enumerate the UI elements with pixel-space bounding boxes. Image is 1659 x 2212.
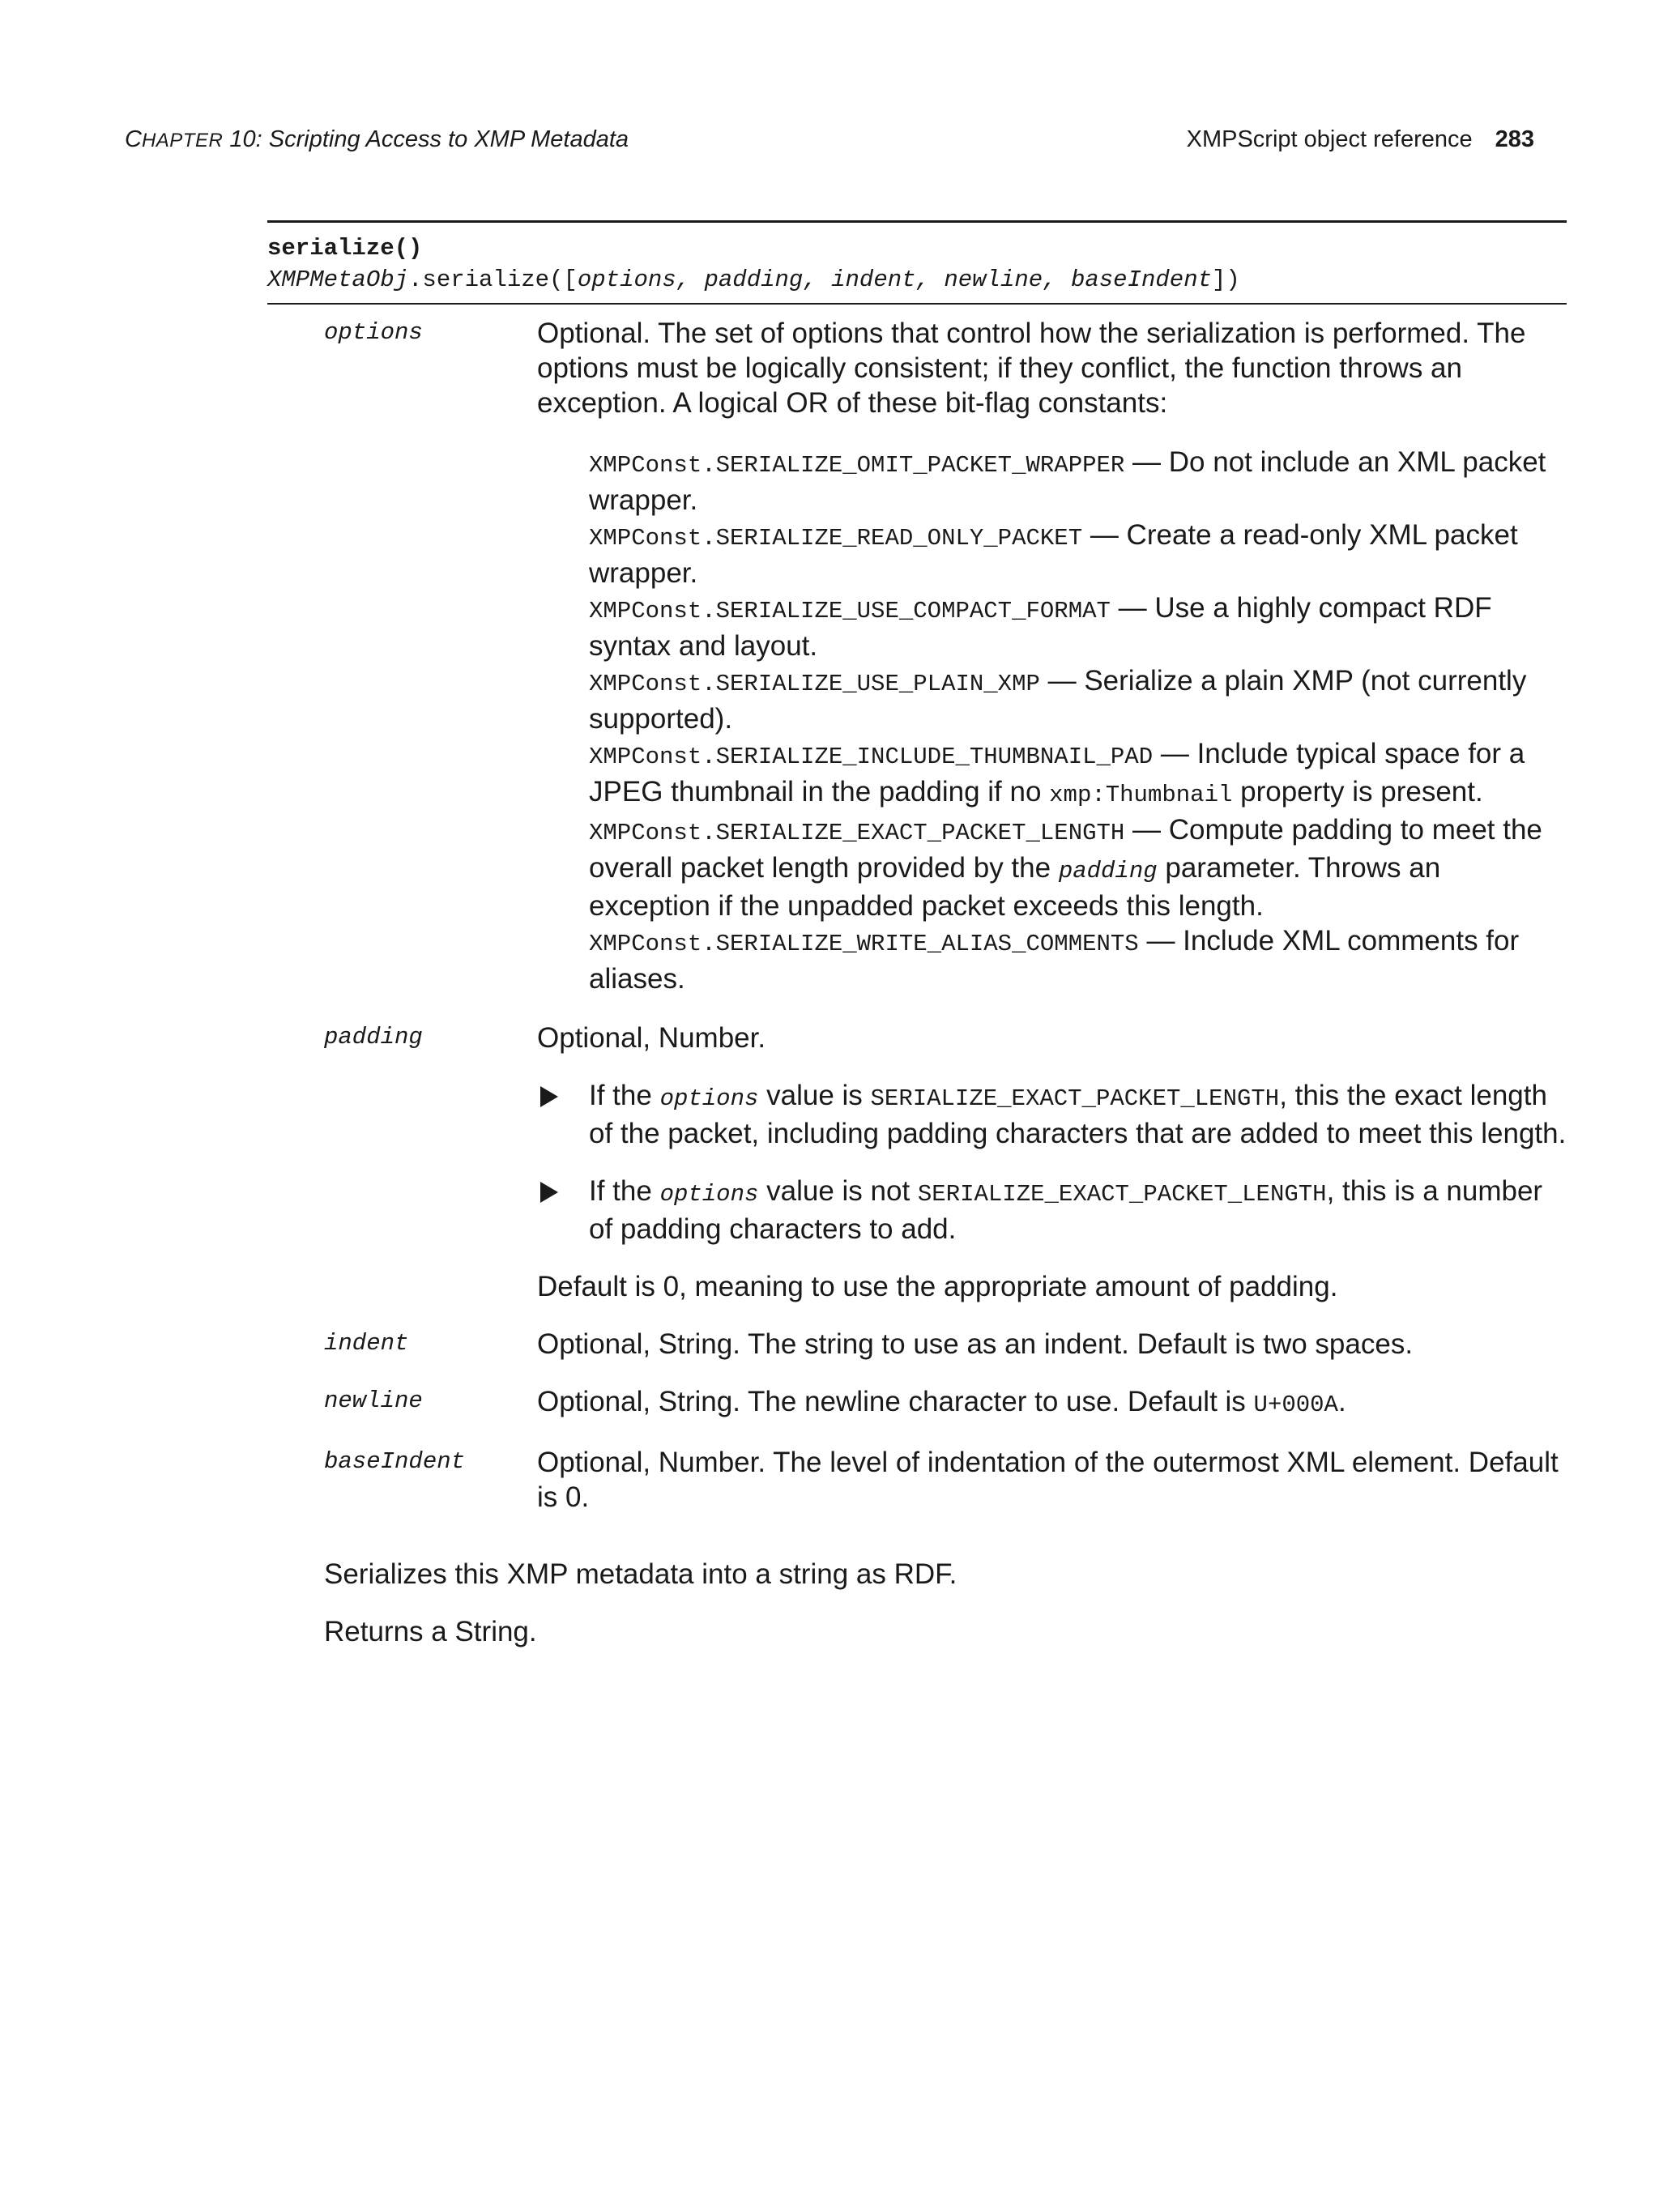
constant-text: — Compute padding to meet the overall packet length provided by the	[589, 814, 1542, 884]
bullet-item	[537, 1174, 1567, 1247]
bullet-code-options: options	[659, 1181, 759, 1208]
newline-code: U+000A	[1253, 1392, 1338, 1418]
constant-item	[589, 590, 1567, 663]
bullet-pre: If the	[589, 1080, 660, 1111]
param-desc-indent	[537, 1327, 1567, 1362]
param-desc-baseindent-text: Optional, Number. The level of indentation of the outermost XML element. Default is 0.	[537, 1447, 1559, 1513]
method-returns: Returns a String.	[324, 1616, 537, 1647]
param-row-baseindent	[324, 1445, 1567, 1515]
bullet-mid: value is	[758, 1080, 871, 1111]
param-default-padding: Default is 0, meaning to use the appropriate amount of padding.	[537, 1271, 1338, 1302]
constant-code: XMPConst.SERIALIZE_OMIT_PACKET_WRAPPER	[589, 452, 1125, 479]
constant-code: XMPConst.SERIALIZE_USE_COMPACT_FORMAT	[589, 598, 1111, 624]
triangle-bullet-icon	[540, 1086, 558, 1107]
bullet-pre: If the	[589, 1175, 660, 1207]
param-name-options: options	[324, 319, 423, 346]
param-desc-newline	[537, 1384, 1567, 1422]
top-rule	[267, 220, 1567, 223]
parameter-table	[324, 316, 1567, 1532]
param-desc-padding	[537, 1021, 1567, 1304]
bullet-mid: value is not	[758, 1175, 918, 1207]
constant-item	[589, 923, 1567, 996]
param-desc-options	[537, 316, 1567, 996]
param-desc-options-text: Optional. The set of options that control how the serialization is performed. The options must be logically consistent; if they conflict, the function throws an exception. A logical OR of these bit-flag constants:	[537, 318, 1526, 419]
method-block	[267, 233, 1567, 296]
bullet-post: , this is a number of padding characters to add.	[589, 1175, 1543, 1245]
bullet-code-constant: SERIALIZE_EXACT_PACKET_LENGTH	[870, 1085, 1280, 1112]
constant-item	[589, 445, 1567, 518]
constant-code: XMPConst.SERIALIZE_INCLUDE_THUMBNAIL_PAD	[589, 744, 1154, 770]
constant-text: — Include typical space for a JPEG thumbnail in the padding if no	[589, 738, 1525, 808]
method-object: XMPMetaObj	[267, 266, 409, 293]
method-name: serialize()	[267, 235, 423, 262]
param-row-indent	[324, 1327, 1567, 1362]
param-desc-newline-text	[537, 1384, 1567, 1422]
constant-text: — Create a read-only XML packet wrapper.	[589, 519, 1518, 589]
param-row-padding	[324, 1021, 1567, 1304]
triangle-bullet-icon	[540, 1182, 558, 1203]
constant-list	[589, 445, 1567, 996]
inline-code-thumbnail: xmp:Thumbnail	[1049, 782, 1233, 808]
running-header	[125, 126, 1534, 164]
bullet-code-constant: SERIALIZE_EXACT_PACKET_LENGTH	[917, 1181, 1327, 1208]
param-desc-baseindent	[537, 1445, 1567, 1515]
method-close: ])	[1212, 266, 1240, 293]
param-desc-padding-text: Optional, Number.	[537, 1022, 766, 1054]
param-row-newline	[324, 1384, 1567, 1422]
param-desc-indent-text: Optional, String. The string to use as an indent. Default is two spaces.	[537, 1328, 1414, 1360]
param-name-baseindent: baseIndent	[324, 1448, 466, 1475]
chapter-prefix-smallcaps: HAPTER	[141, 130, 224, 151]
method-call: .serialize([	[408, 266, 578, 293]
method-summary	[324, 1557, 1567, 1672]
newline-end: .	[1337, 1386, 1346, 1417]
method-description: Serializes this XMP metadata into a string as RDF.	[324, 1558, 957, 1590]
constant-code: XMPConst.SERIALIZE_USE_PLAIN_XMP	[589, 671, 1040, 697]
constant-text: — Include XML comments for aliases.	[589, 925, 1520, 995]
constant-text: — Do not include an XML packet wrapper.	[589, 446, 1546, 516]
page-number: 283	[1495, 126, 1534, 152]
param-name-padding: padding	[324, 1024, 423, 1051]
constant-item	[589, 812, 1567, 923]
chapter-prefix-initial: C	[125, 126, 142, 152]
signature-rule	[267, 303, 1567, 305]
constant-code: XMPConst.SERIALIZE_EXACT_PACKET_LENGTH	[589, 820, 1125, 846]
inline-code-padding: padding	[1058, 858, 1158, 884]
method-signature	[267, 264, 1567, 296]
constant-code: XMPConst.SERIALIZE_READ_ONLY_PACKET	[589, 525, 1083, 552]
chapter-title	[125, 126, 629, 153]
param-name-newline: newline	[324, 1387, 423, 1414]
param-row-options	[324, 316, 1567, 996]
constant-code: XMPConst.SERIALIZE_WRITE_ALIAS_COMMENTS	[589, 931, 1139, 957]
constant-text: — Serialize a plain XMP (not currently supported).	[589, 665, 1527, 735]
constant-item	[589, 736, 1567, 812]
constant-text-end: parameter. Throws an exception if the unpadded packet exceeds this length.	[589, 852, 1441, 922]
newline-desc: Optional, String. The newline character to use. Default is	[537, 1386, 1254, 1417]
section-title: XMPScript object reference	[1186, 126, 1473, 152]
chapter-title-rest: 10: Scripting Access to XMP Metadata	[229, 126, 629, 152]
bullet-item	[537, 1078, 1567, 1151]
constant-text: — Use a highly compact RDF syntax and layout.	[589, 592, 1492, 662]
bullet-post: , this the exact length of the packet, including padding characters that are added to meet this length.	[589, 1080, 1567, 1149]
bullet-code-options: options	[659, 1085, 759, 1112]
constant-item	[589, 663, 1567, 736]
param-name-indent: indent	[324, 1330, 409, 1357]
constant-text-end: property is present.	[1232, 776, 1483, 808]
constant-item	[589, 518, 1567, 590]
section-header	[1187, 126, 1534, 153]
method-args: options, padding, indent, newline, baseIndent	[577, 266, 1213, 293]
